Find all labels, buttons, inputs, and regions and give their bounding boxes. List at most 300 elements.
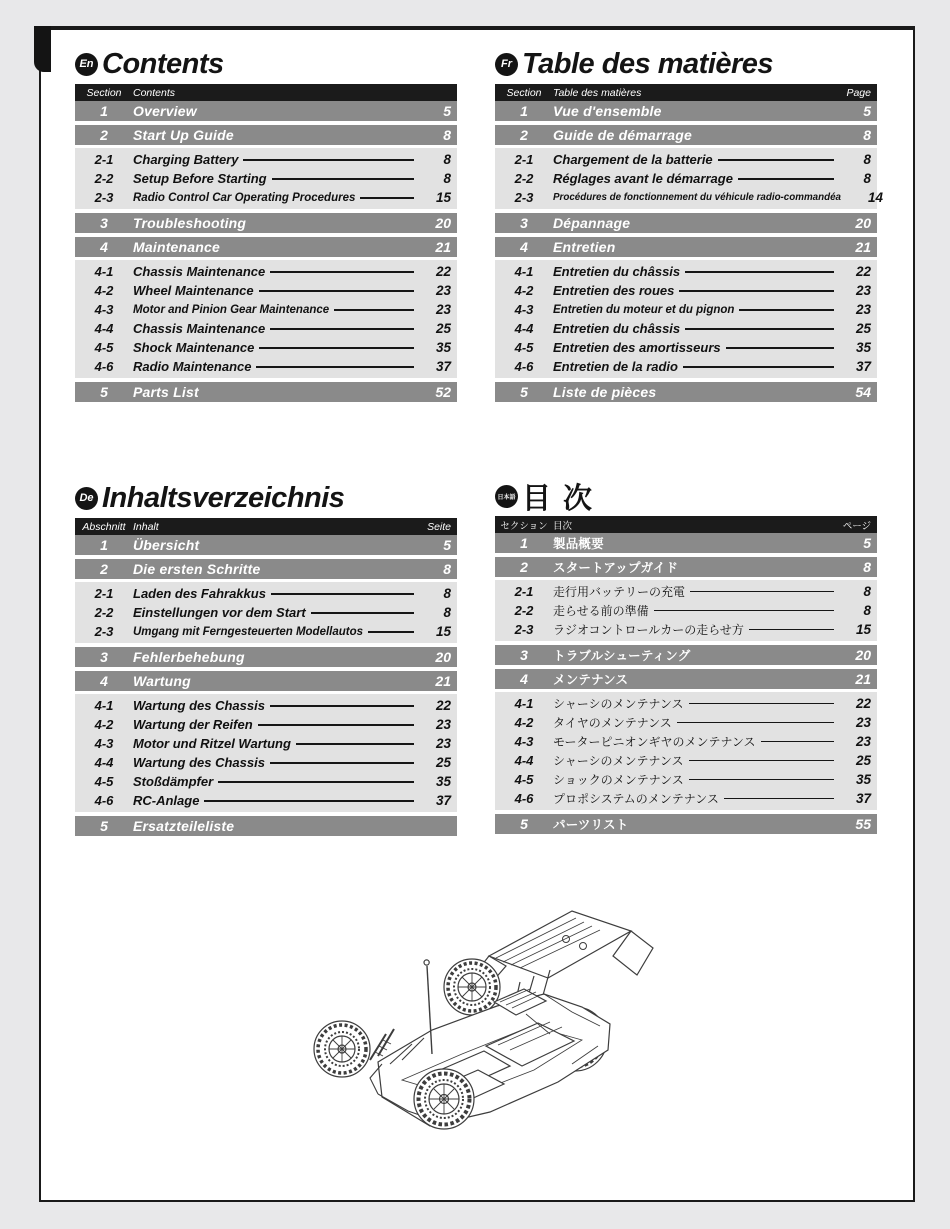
rc-car-illustration [282,894,712,1189]
subsection-number: 4-6 [94,793,114,808]
subsection-label: Umgang mit Ferngesteuerten Modellautos [133,625,364,638]
subsection-page-number: 8 [443,605,451,620]
toc-section-row [495,814,877,834]
subsection-number: 4-3 [94,736,114,751]
subsection-number: 4-1 [94,264,114,279]
subsection-label: RC-Anlage [133,793,200,808]
section-number: 3 [100,215,108,231]
section-page-number: 21 [435,673,451,689]
section-label: Liste de pièces [553,384,657,400]
lang-badge-jp-icon: 日本語 [495,485,518,508]
subsection-label: Procédures de fonctionnement du véhicule radio-commandéa [553,192,841,203]
toc-subsection-row [495,620,877,639]
leader-line [685,328,834,330]
subsection-number: 2-2 [94,171,114,186]
toc-subsection-row [495,582,877,601]
subsection-label: Entretien des roues [553,283,675,298]
toc-body-jp [495,533,877,834]
subsection-page-number: 15 [435,190,451,205]
col-header-page: Page [846,86,871,99]
subsection-page-number: 37 [435,359,451,374]
toc-table-de [75,518,457,836]
leader-line [689,703,834,704]
subsection-number: 4-2 [94,717,114,732]
subsection-page-number: 8 [443,586,451,601]
toc-subsection-row [75,281,457,300]
toc-section-row [75,125,457,145]
toc-subsection-row [495,732,877,751]
toc-subsection-row [75,753,457,772]
subsection-label: Chargement de la batterie [553,152,713,167]
leader-line [724,798,834,799]
subsection-page-number: 23 [855,715,871,730]
leader-line [311,612,414,614]
section-number: 1 [520,103,528,119]
section-number: 2 [100,127,108,143]
section-label: Start Up Guide [133,127,234,143]
section-label: Overview [133,103,197,119]
section-number: 2 [100,561,108,577]
rear-left-wheel [444,959,500,1015]
section-page-number: 20 [855,647,871,663]
leader-line [685,271,834,273]
leader-line [689,779,834,780]
subsection-label: 走行用バッテリーの充電 [553,585,686,599]
col-header-section: Section [86,86,122,99]
subsection-label: Chassis Maintenance [133,321,266,336]
section-page-number: 54 [855,384,871,400]
subsection-number: 4-5 [514,772,534,787]
subsection-page-number: 25 [855,753,871,768]
toc-subsection-row [75,262,457,281]
section-label: Vue d'ensemble [553,103,662,119]
section-label: Fehlerbehebung [133,649,245,665]
toc-subsection-row [495,694,877,713]
subsection-label: Laden des Fahrakkus [133,586,266,601]
subsection-page-number: 35 [435,774,451,789]
lang-badge-en-icon: En [75,53,98,76]
leader-line [259,290,414,292]
toc-section-row [75,559,457,579]
toc-table-jp [495,516,877,834]
subsection-number: 4-2 [94,283,114,298]
leader-line [272,178,414,180]
subsection-label: プロポシステムのメンテナンス [553,792,719,806]
section-page-number: 8 [443,561,451,577]
toc-subsection-row [75,188,457,207]
col-header-contents: Contents [133,86,176,99]
subsection-page-number: 35 [855,772,871,787]
section-title-text-de: Inhaltsverzeichnis [102,481,345,514]
leader-line [270,762,414,764]
col-header-page: ページ [842,520,871,532]
subsection-page-number: 35 [855,340,871,355]
toc-section-row [495,101,877,121]
section-number: 4 [520,239,528,255]
subsection-label: Entretien des amortisseurs [553,340,721,355]
subsection-number: 4-3 [514,302,534,317]
toc-section-row [75,382,457,402]
toc-subsection-row [75,584,457,603]
subsection-number: 4-5 [514,340,534,355]
subsection-page-number: 25 [855,321,871,336]
toc-subsection-row [75,603,457,622]
toc-table-header [495,516,877,533]
subsection-page-number: 23 [435,736,451,751]
subsection-number: 2-3 [514,622,534,637]
toc-subsection-row [495,262,877,281]
leader-line [739,309,834,311]
toc-subsection-row [75,734,457,753]
section-label: スタートアップガイド [553,561,679,575]
subsection-page-number: 15 [435,624,451,639]
toc-subsection-row [75,338,457,357]
section-title-text-fr: Table des matières [522,47,774,80]
toc-table-fr [495,84,883,402]
subsection-number: 2-1 [514,584,534,599]
leader-line [761,741,834,742]
toc-subsection-row [75,772,457,791]
subsection-label: Radio Maintenance [133,359,252,374]
subsection-page-number: 25 [435,755,451,770]
col-header-section: セクション [500,520,548,532]
subsection-page-number: 37 [855,359,871,374]
subsection-number: 4-6 [514,791,534,806]
subsection-number: 2-1 [94,152,114,167]
leader-line [683,366,834,368]
leader-line [243,159,414,161]
subsection-label: Wartung des Chassis [133,755,265,770]
leader-line [270,705,414,707]
section-number: 5 [100,384,108,400]
section-label: Entretien [553,239,616,255]
toc-subsection-row [75,319,457,338]
toc-subsection-row [495,601,877,620]
section-number: 2 [520,559,528,575]
lang-badge-fr-icon: Fr [495,53,518,76]
subsection-number: 4-1 [94,698,114,713]
leader-line [270,328,414,330]
section-number: 3 [520,647,528,663]
section-label: Guide de démarrage [553,127,692,143]
col-header-page: Seite [427,520,451,533]
subsection-number: 2-3 [514,190,534,205]
section-title-fr [495,46,877,82]
subsection-label: シャーシのメンテナンス [553,697,684,711]
leader-line [334,309,414,311]
col-header-contents: 目次 [553,520,573,532]
toc-subsection-block [495,260,877,378]
toc-section-row [75,671,457,691]
subsection-page-number: 22 [435,698,451,713]
section-label: 製品概要 [553,537,604,551]
leader-line [718,159,834,161]
col-header-section: Section [506,86,542,99]
toc-section-row [75,101,457,121]
toc-section-de [75,480,457,836]
section-label: メンテナンス [553,673,629,687]
toc-subsection-row [75,791,457,810]
subsection-page-number: 15 [855,622,871,637]
section-number: 3 [100,649,108,665]
toc-section-row [495,669,877,689]
subsection-page-number: 23 [855,283,871,298]
toc-table-en [75,84,457,402]
toc-subsection-row [75,357,457,376]
section-title-de [75,480,457,516]
section-label: Ersatzteileliste [133,818,235,834]
subsection-page-number: 8 [443,152,451,167]
toc-subsection-row [75,715,457,734]
toc-section-row [75,237,457,257]
toc-section-row [495,237,877,257]
subsection-number: 2-3 [94,624,114,639]
toc-subsection-block [495,580,877,641]
toc-section-row [75,535,457,555]
subsection-label: Entretien de la radio [553,359,678,374]
subsection-label: Wartung der Reifen [133,717,253,732]
leader-line [204,800,414,802]
subsection-number: 4-4 [514,321,534,336]
subsection-label: Setup Before Starting [133,171,267,186]
subsection-page-number: 14 [867,190,883,205]
toc-subsection-row [75,622,457,641]
subsection-number: 2-2 [94,605,114,620]
front-right-wheel [414,1069,474,1129]
section-number: 2 [520,127,528,143]
subsection-label: 走らせる前の準備 [553,604,649,618]
page-corner-tab [34,26,51,72]
toc-section-row [75,213,457,233]
subsection-page-number: 22 [855,264,871,279]
section-page-number: 5 [443,537,451,553]
subsection-number: 2-2 [514,603,534,618]
leader-line [218,781,414,783]
leader-line [749,629,834,630]
subsection-label: Charging Battery [133,152,239,167]
leader-line [689,760,834,761]
subsection-label: Einstellungen vor dem Start [133,605,306,620]
section-label: Wartung [133,673,191,689]
toc-section-jp [495,478,877,834]
subsection-label: Stoßdämpfer [133,774,214,789]
section-label: Parts List [133,384,199,400]
col-header-contents: Table des matières [553,86,642,99]
subsection-number: 2-2 [514,171,534,186]
subsection-page-number: 8 [863,584,871,599]
section-label: Übersicht [133,537,200,553]
toc-subsection-row [495,751,877,770]
section-title-jp [495,478,877,514]
subsection-number: 4-1 [514,696,534,711]
subsection-label: Entretien du moteur et du pignon [553,303,735,316]
subsection-number: 4-4 [94,755,114,770]
leader-line [368,631,414,633]
toc-subsection-row [495,770,877,789]
toc-body-fr [495,101,883,402]
section-page-number: 55 [855,816,871,832]
manual-paper-page [39,26,915,1202]
lang-badge-de-icon: De [75,487,98,510]
toc-section-fr [495,46,883,402]
toc-body-de [75,535,457,836]
subsection-number: 4-3 [514,734,534,749]
section-page-number: 52 [435,384,451,400]
toc-section-row [495,382,877,402]
rc-buggy-svg [282,894,712,1189]
toc-section-row [495,533,877,553]
section-title-text-jp: 目 次 [522,482,595,515]
toc-subsection-row [495,169,877,188]
section-label: パーツリスト [553,818,629,832]
front-left-wheel [314,1021,370,1077]
subsection-label: Motor and Pinion Gear Maintenance [133,303,330,316]
leader-line [726,347,834,349]
section-label: トラブルシューティング [553,649,691,663]
subsection-label: モーターピニオンギヤのメンテナンス [553,735,756,749]
toc-subsection-row [495,319,877,338]
toc-subsection-block [75,260,457,378]
leader-line [654,610,834,611]
toc-subsection-block [75,694,457,812]
toc-body-en [75,101,457,402]
section-page-number: 20 [435,649,451,665]
subsection-page-number: 23 [855,734,871,749]
subsection-label: Radio Control Car Operating Procedures [133,191,356,204]
subsection-page-number: 37 [435,793,451,808]
leader-line [258,724,414,726]
subsection-number: 4-1 [514,264,534,279]
subsection-label: Motor und Ritzel Wartung [133,736,291,751]
toc-subsection-row [495,789,877,808]
subsection-label: タイヤのメンテナンス [553,716,672,730]
subsection-number: 2-1 [514,152,534,167]
subsection-page-number: 8 [863,603,871,618]
section-title-en [75,46,457,82]
leader-line [738,178,834,180]
toc-subsection-row [75,150,457,169]
toc-subsection-row [495,300,877,319]
toc-section-row [495,645,877,665]
leader-line [259,347,414,349]
subsection-page-number: 23 [435,717,451,732]
section-label: Maintenance [133,239,220,255]
toc-subsection-block [495,148,883,209]
toc-subsection-row [75,696,457,715]
section-label: Dépannage [553,215,631,231]
toc-subsection-row [495,188,883,207]
section-page-number: 8 [443,127,451,143]
subsection-label: Réglages avant le démarrage [553,171,733,186]
subsection-number: 4-5 [94,774,114,789]
subsection-page-number: 23 [435,283,451,298]
section-number: 4 [520,671,528,687]
subsection-page-number: 23 [855,302,871,317]
leader-line [296,743,414,745]
subsection-number: 4-2 [514,283,534,298]
subsection-label: ラジオコントロールカーの走らせ方 [553,623,744,637]
section-number: 1 [520,535,528,551]
subsection-page-number: 22 [435,264,451,279]
subsection-number: 4-2 [514,715,534,730]
subsection-label: Shock Maintenance [133,340,255,355]
leader-line [270,271,414,273]
subsection-number: 2-3 [94,190,114,205]
section-page-number: 20 [855,215,871,231]
section-page-number: 21 [435,239,451,255]
section-number: 5 [520,384,528,400]
subsection-label: Wheel Maintenance [133,283,254,298]
subsection-page-number: 8 [443,171,451,186]
subsection-label: ショックのメンテナンス [553,773,684,787]
subsection-number: 4-3 [94,302,114,317]
toc-table-header [75,518,457,535]
section-page-number: 5 [863,535,871,551]
subsection-page-number: 23 [435,302,451,317]
subsection-number: 4-5 [94,340,114,355]
toc-section-row [75,816,457,836]
section-page-number: 20 [435,215,451,231]
section-page-number: 8 [863,559,871,575]
toc-section-row [495,557,877,577]
col-header-section: Abschnitt [82,520,126,533]
subsection-page-number: 35 [435,340,451,355]
toc-section-row [495,213,877,233]
section-page-number: 5 [443,103,451,119]
subsection-number: 4-4 [94,321,114,336]
section-label: Die ersten Schritte [133,561,261,577]
leader-line [256,366,414,368]
subsection-page-number: 37 [855,791,871,806]
leader-line [690,591,834,592]
toc-section-en [75,46,457,402]
toc-subsection-row [495,281,877,300]
toc-subsection-row [495,338,877,357]
subsection-label: Chassis Maintenance [133,264,266,279]
section-page-number: 21 [855,671,871,687]
subsection-number: 4-4 [514,753,534,768]
section-page-number: 5 [863,103,871,119]
section-number: 1 [100,103,108,119]
toc-subsection-block [75,582,457,643]
section-page-number: 21 [855,239,871,255]
subsection-number: 4-6 [514,359,534,374]
leader-line [677,722,834,723]
subsection-number: 2-1 [94,586,114,601]
subsection-label: Entretien du châssis [553,321,681,336]
toc-subsection-row [495,150,877,169]
subsection-label: Entretien du châssis [553,264,681,279]
section-page-number: 8 [863,127,871,143]
toc-subsection-row [495,713,877,732]
toc-subsection-row [75,300,457,319]
toc-subsection-row [75,169,457,188]
toc-subsection-block [495,692,877,810]
toc-table-header [495,84,877,101]
section-title-text-en: Contents [102,47,224,80]
toc-subsection-row [495,357,877,376]
section-label: Troubleshooting [133,215,247,231]
section-number: 1 [100,537,108,553]
section-number: 4 [100,239,108,255]
subsection-page-number: 22 [855,696,871,711]
subsection-label: Wartung des Chassis [133,698,265,713]
subsection-page-number: 8 [863,171,871,186]
section-number: 3 [520,215,528,231]
toc-subsection-block [75,148,457,209]
col-header-contents: Inhalt [133,520,159,533]
subsection-page-number: 8 [863,152,871,167]
